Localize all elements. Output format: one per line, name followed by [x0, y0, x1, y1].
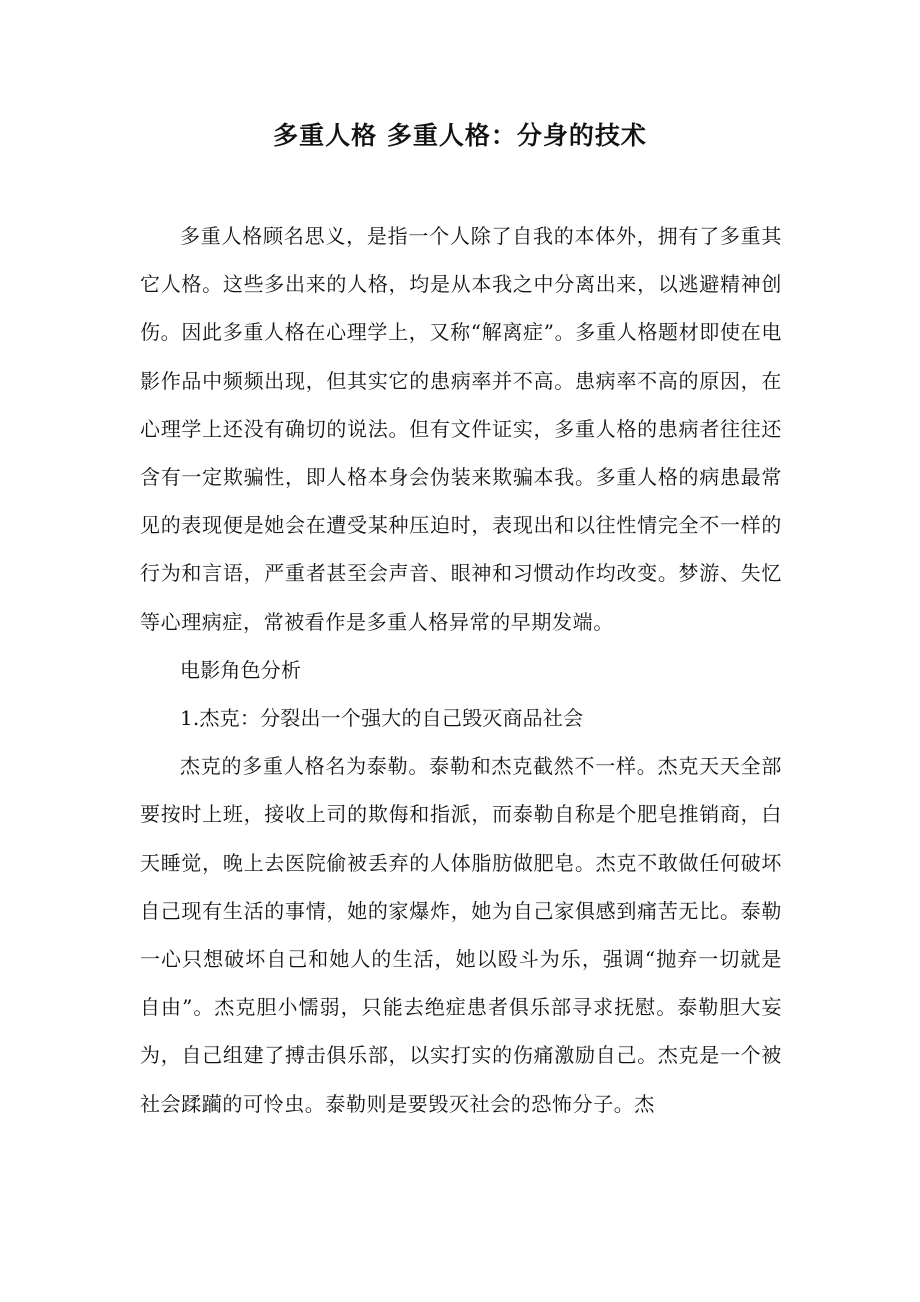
analysis-paragraph: 杰克的多重人格名为泰勒。泰勒和杰克截然不一样。杰克天天全部要按时上班，接收上司的欺侮和指派，而泰勒自称是个肥皂推销商，白天睡觉，晚上去医院偷被丢弃的人体脂肪做肥皂。杰克不敢做任何破坏自己现有生活的事情，她的家爆炸，她为自己家俱感到痛苦无比。泰勒一心只想破坏自己和她人的生活，她以殴斗为乐，强调“抛弃一切就是自由”。杰克胆小懦弱，只能去绝症患者俱乐部寻求抚慰。泰勒胆大妄为，自己组建了搏击俱乐部，以实打实的伤痛激励自己。杰克是一个被社会蹂躏的可怜虫。泰勒则是要毁灭社会的恐怖分子。杰 — [140, 754, 782, 1116]
document-title: 多重人格 多重人格：分身的技术 — [273, 121, 647, 150]
document-body — [140, 212, 782, 1128]
subsection-heading: 1.杰克：分裂出一个强大的自己毁灭商品社会 — [180, 706, 584, 731]
section-heading: 电影角色分析 — [180, 657, 302, 682]
intro-paragraph: 多重人格顾名思义，是指一个人除了自我的本体外，拥有了多重其它人格。这些多出来的人格，均是从本我之中分离出来，以逃避精神创伤。因此多重人格在心理学上，又称“解离症”。多重人格题材即使在电影作品中频频出现，但其实它的患病率并不高。患病率不高的原因，在心理学上还没有确切的说法。但有文件证实，多重人格的患病者往往还含有一定欺骗性，即人格本身会伪装来欺骗本我。多重人格的病患最常见的表现便是她会在遭受某种压迫时，表现出和以往性情完全不一样的行为和言语，严重者甚至会声音、眼神和习惯动作均改变。梦游、失忆等心理病症，常被看作是多重人格异常的早期发端。 — [140, 224, 782, 634]
